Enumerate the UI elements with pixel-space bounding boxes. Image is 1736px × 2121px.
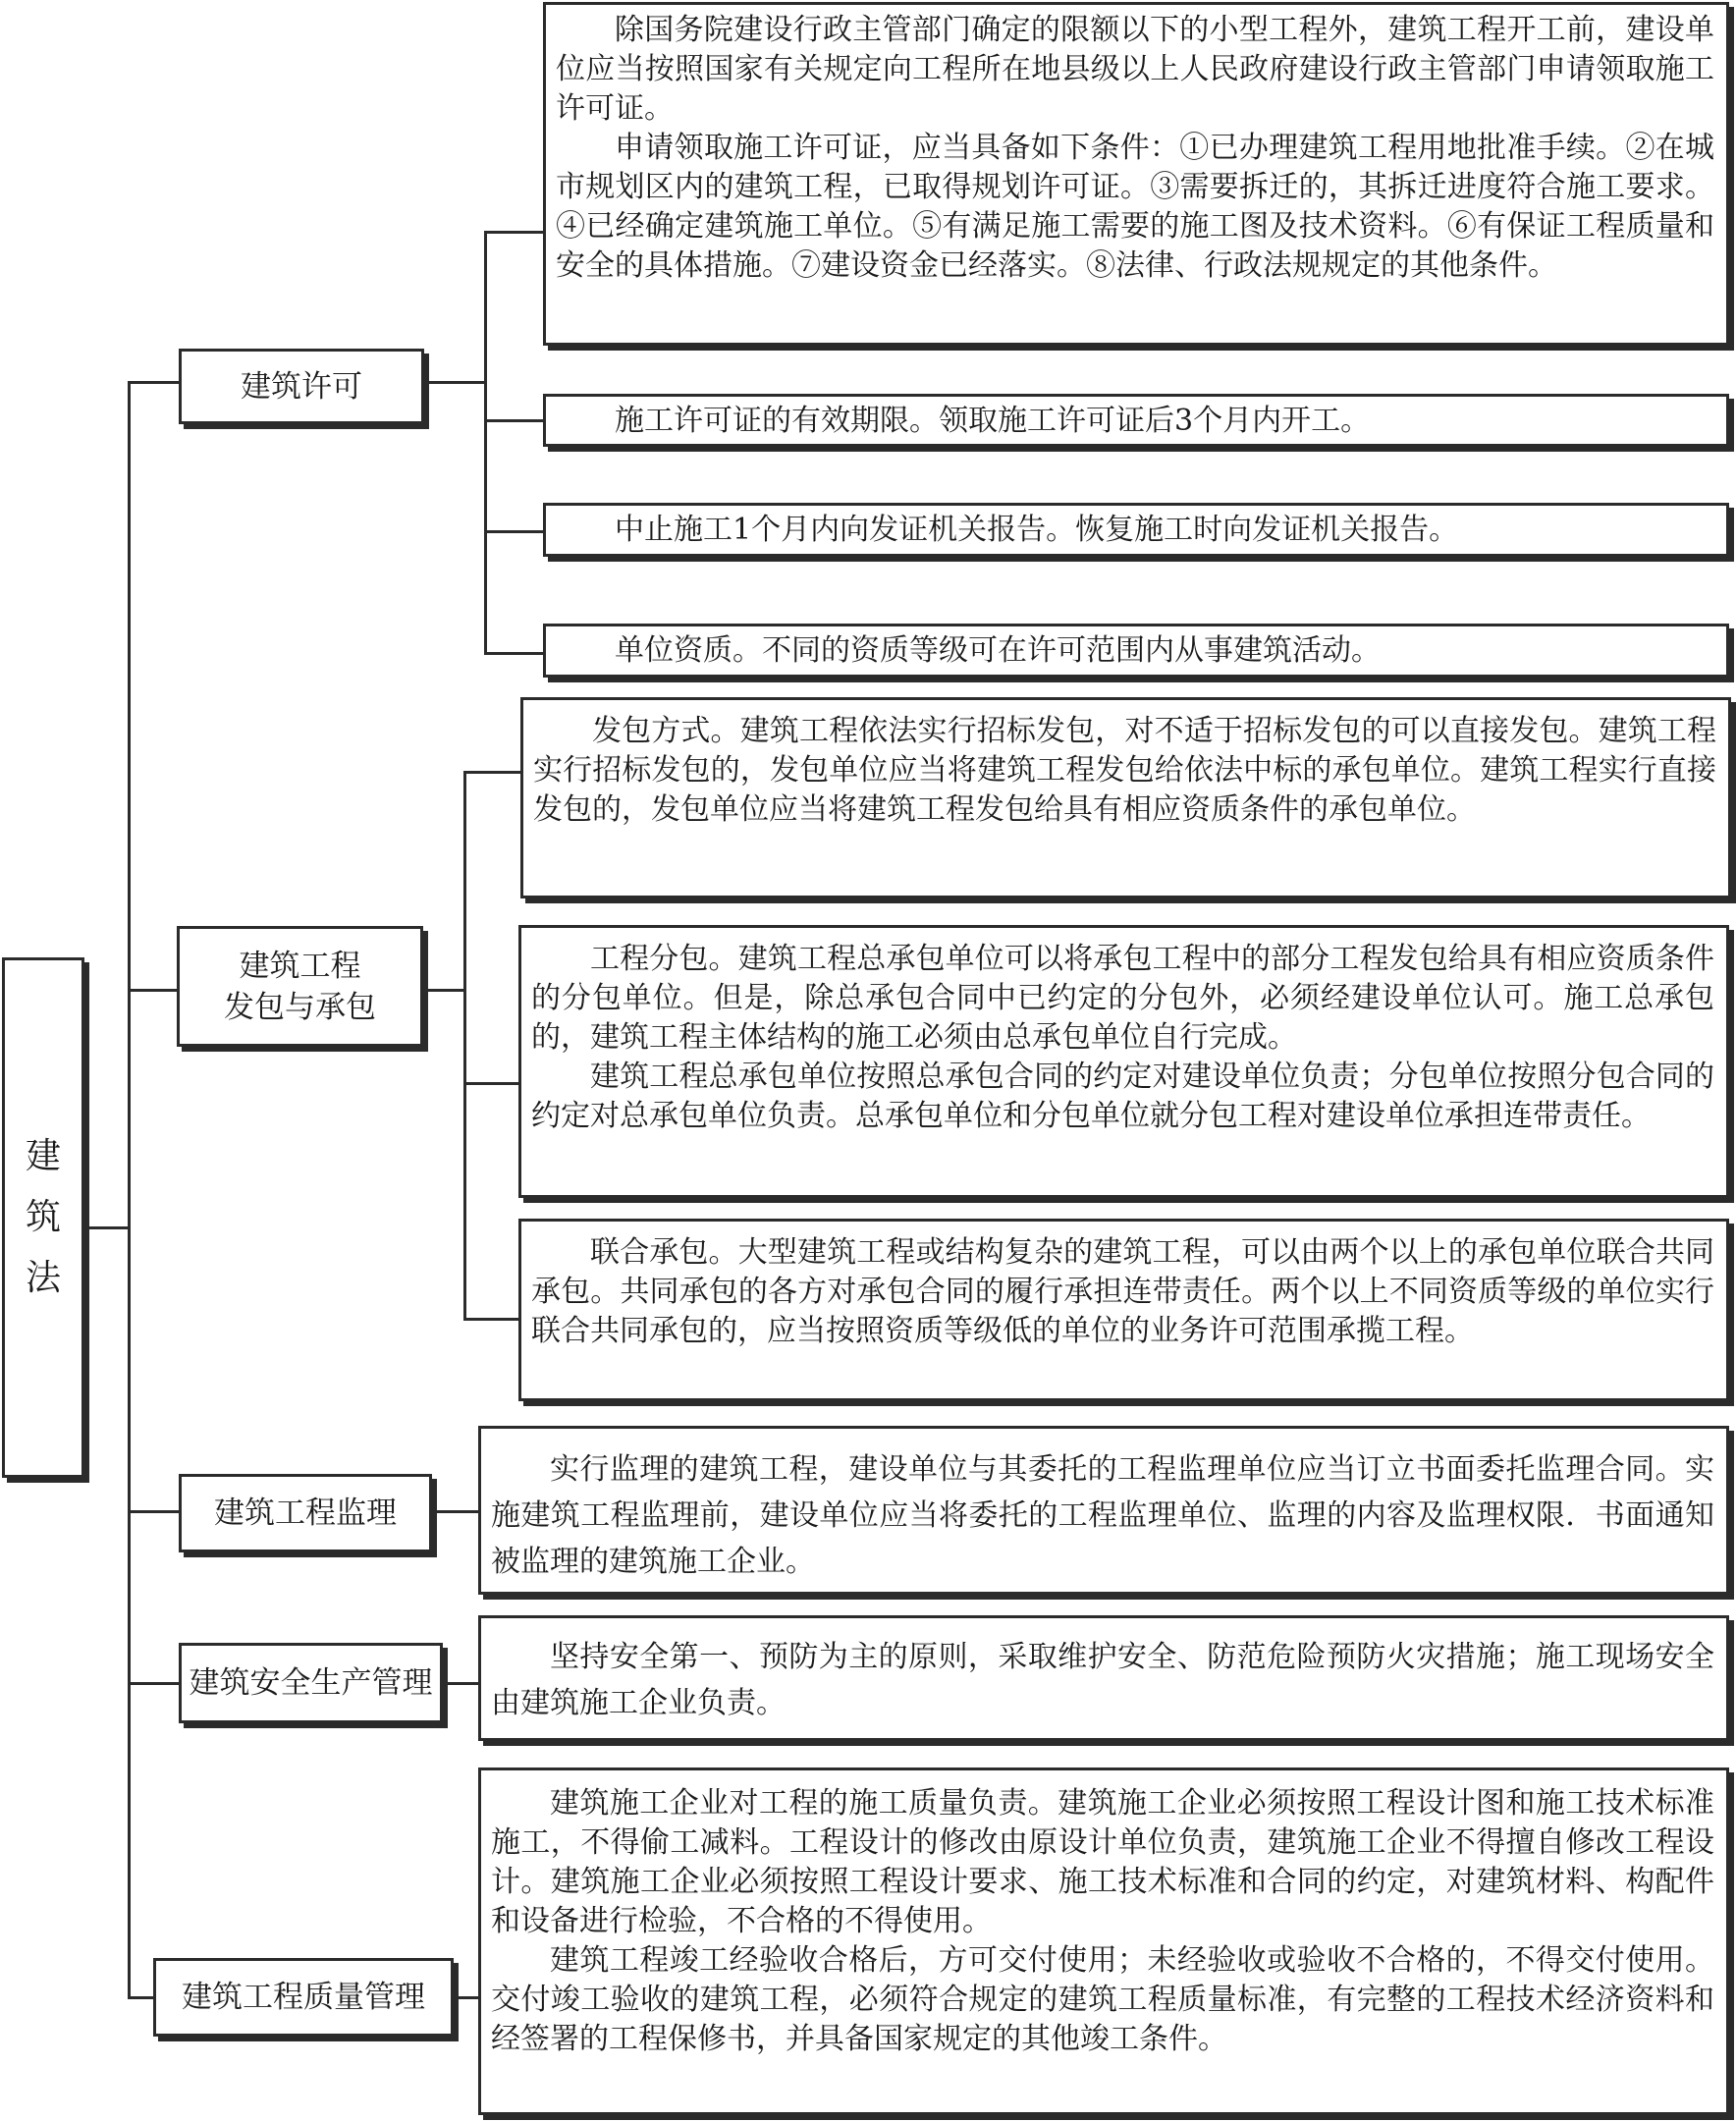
g1-branch-3 xyxy=(484,530,543,533)
leaf-suspension-report xyxy=(543,503,1729,557)
g3-connector xyxy=(432,1510,478,1513)
root-connector xyxy=(84,1226,131,1229)
leaf-joint-contracting xyxy=(518,1219,1729,1401)
leaf-supervision xyxy=(478,1426,1729,1595)
leaf-paragraph: 除国务院建设行政主管部门确定的限额以下的小型工程外，建筑工程开工前，建设单位应当按照国家有关规定向工程所在地县级以上人民政府建设行政主管部门申请领取施工许可证。 xyxy=(556,13,1714,126)
leaf-paragraph: 联合承包。大型建筑工程或结构复杂的建筑工程，可以由两个以上的承包单位联合共同承包。共同承包的各方对承包合同的履行承担连带责任。两个以上不同资质等级的单位实行联合共同承包的，应当按照资质等级低的单位的业务许可范围承揽工程。 xyxy=(531,1235,1714,1348)
root-char-1: 建 xyxy=(25,1136,61,1176)
leaf-unit-qualification xyxy=(543,624,1729,678)
category-label: 建筑工程质量管理 xyxy=(182,1980,425,2015)
leaf-paragraph: 中止施工1个月内向发证机关报告。恢复施工时向发证机关报告。 xyxy=(615,513,1459,547)
category-label: 建筑工程监理 xyxy=(214,1496,397,1531)
root-char-3: 法 xyxy=(25,1258,61,1298)
trunk-branch-5 xyxy=(128,1996,153,1999)
leaf-paragraph: 建筑工程竣工经验收合格后，方可交付使用；未经验收或验收不合格的，不得交付使用。交付竣工验收的建筑工程，必须符合规定的建筑工程质量标准，有完整的工程技术经济资料和经签署的工程保修书，并具备国家规定的其他竣工条件。 xyxy=(491,1943,1714,2056)
leaf-safety xyxy=(478,1615,1729,1741)
leaf-paragraph: 发包方式。建筑工程依法实行招标发包，对不适于招标发包的可以直接发包。建筑工程实行招标发包的，发包单位应当将建筑工程发包给依法中标的承包单位。建筑工程实行直接发包的，发包单位应当将建筑工程发包给具有相应资质条件的承包单位。 xyxy=(533,714,1716,827)
leaf-paragraph: 施工许可证的有效期限。领取施工许可证后3个月内开工。 xyxy=(615,404,1371,438)
g1-branch-2 xyxy=(484,419,543,422)
trunk-branch-2 xyxy=(128,989,177,992)
category-label-line-1: 建筑工程 xyxy=(239,948,361,984)
leaf-paragraph: 单位资质。不同的资质等级可在许可范围内从事建筑活动。 xyxy=(615,633,1381,668)
category-label-line-2: 发包与承包 xyxy=(224,989,376,1025)
category-label: 建筑许可 xyxy=(241,368,362,405)
leaf-contracting-method xyxy=(520,697,1731,898)
trunk-branch-1 xyxy=(128,381,179,384)
category-label: 建筑安全生产管理 xyxy=(189,1665,433,1701)
root-node xyxy=(2,957,84,1478)
g2-branch-2 xyxy=(463,1082,518,1085)
leaf-paragraph: 建筑施工企业对工程的施工质量负责。建筑施工企业必须按照工程设计图和施工技术标准施工，不得偷工减料。工程设计的修改由原设计单位负责，建筑施工企业不得擅自修改工程设计。建筑施工企业必须按照工程设计要求、施工技术标准和合同的约定，对建筑材料、构配件和设备进行检验，不合格的不得使用。 xyxy=(491,1786,1714,1938)
g1-connector xyxy=(424,381,487,384)
leaf-paragraph: 实行监理的建筑工程，建设单位与其委托的工程监理单位应当订立书面委托监理合同。实施建筑工程监理前，建设单位应当将委托的工程监理单位、监理的内容及监理权限．书面通知被监理的建筑施工企业。 xyxy=(491,1452,1714,1579)
leaf-subcontracting xyxy=(518,925,1729,1198)
leaf-permit-application xyxy=(543,2,1729,346)
category-safety xyxy=(179,1643,443,1723)
g2-branch-3 xyxy=(463,1318,518,1321)
trunk-branch-4 xyxy=(128,1682,179,1685)
root-char-2: 筑 xyxy=(25,1197,61,1237)
g2-branch-1 xyxy=(463,771,520,774)
leaf-paragraph: 工程分包。建筑工程总承包单位可以将承包工程中的部分工程发包给具有相应资质条件的分包单位。但是，除总承包合同中已约定的分包外，必须经建设单位认可。施工总承包的，建筑工程主体结构的施工必须由总承包单位自行完成。 xyxy=(531,942,1714,1055)
leaf-permit-validity xyxy=(543,394,1729,447)
trunk-branch-3 xyxy=(128,1510,179,1513)
trunk-line xyxy=(128,381,131,1998)
g2-spine xyxy=(463,771,466,1321)
g5-connector xyxy=(454,1996,478,1999)
g1-branch-4 xyxy=(484,652,543,655)
leaf-paragraph: 坚持安全第一、预防为主的原则，采取维护安全、防范危险预防火灾措施；施工现场安全由建筑施工企业负责。 xyxy=(491,1640,1714,1720)
g4-connector xyxy=(443,1682,478,1685)
leaf-paragraph: 建筑工程总承包单位按照总承包合同的约定对建设单位负责；分包单位按照分包合同的约定对总承包单位负责。总承包单位和分包单位就分包工程对建设单位承担连带责任。 xyxy=(531,1060,1714,1133)
g2-connector xyxy=(423,989,466,992)
g1-spine xyxy=(484,231,487,655)
category-contracting xyxy=(177,926,423,1047)
category-supervision xyxy=(179,1474,432,1552)
leaf-paragraph: 申请领取施工许可证，应当具备如下条件：①已办理建筑工程用地批准手续。②在城市规划区内的建筑工程，已取得规划许可证。③需要拆迁的，其拆迁进度符合施工要求。④已经确定建筑施工单位。⑤有满足施工需要的施工图及技术资料。⑥有保证工程质量和安全的具体措施。⑦建设资金已经落实。⑧法律、行政法规规定的其他条件。 xyxy=(556,131,1714,283)
category-building-permit xyxy=(179,349,424,424)
leaf-quality xyxy=(478,1768,1729,2115)
category-quality xyxy=(153,1958,454,2037)
g1-branch-1 xyxy=(484,231,543,234)
